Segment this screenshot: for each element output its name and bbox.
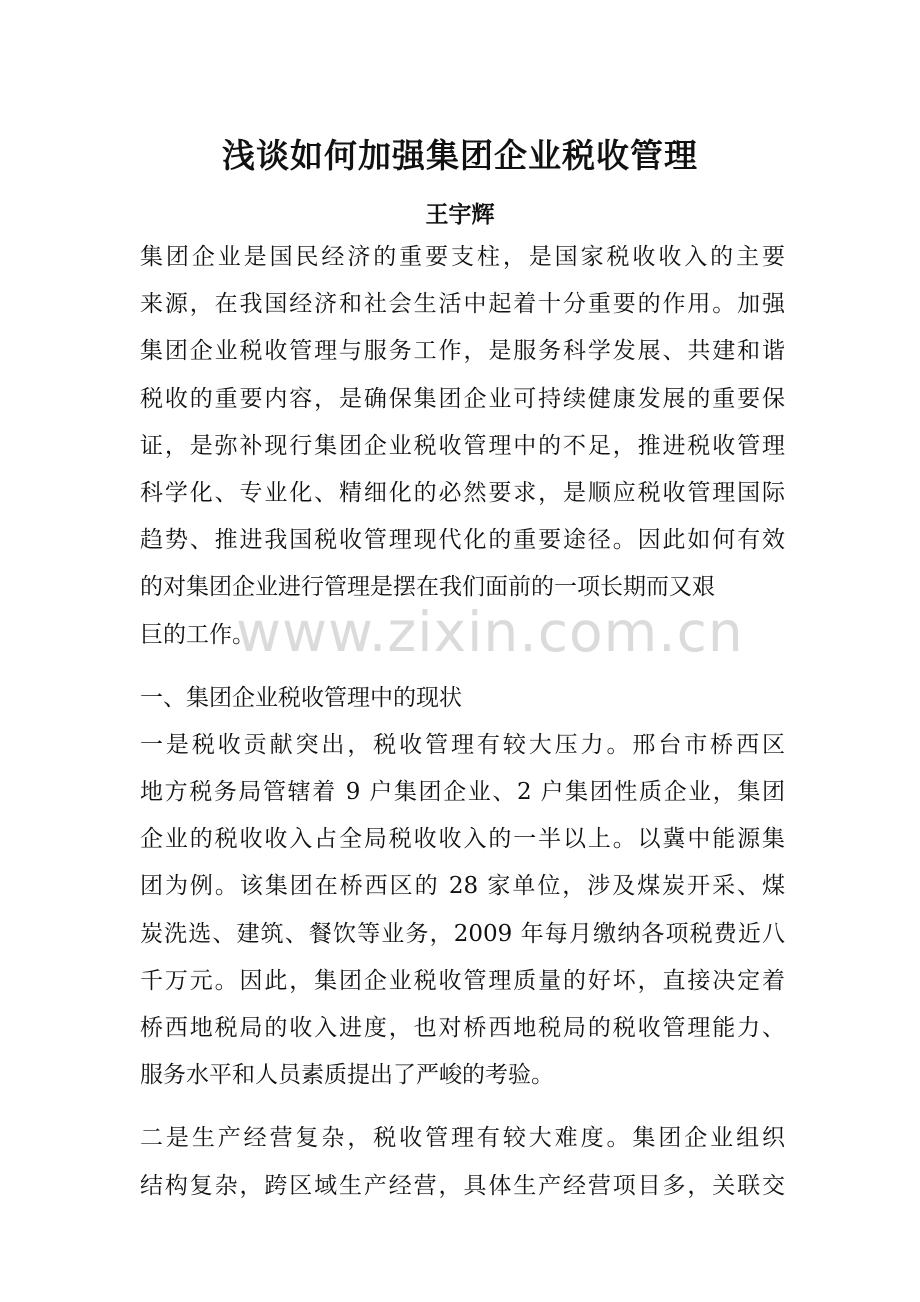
text-line: 结构复杂，跨区域生产经营，具体生产经营项目多，关联交 xyxy=(140,1172,785,1199)
document-title: 浅谈如何加强集团企业税收管理 xyxy=(222,136,698,175)
text-line: 炭洗选、建筑、餐饮等业务，2009 年每月缴纳各项税费近八 xyxy=(140,920,785,947)
text-line: 来源，在我国经济和社会生活中起着十分重要的作用。加强 xyxy=(140,291,785,318)
text-line: 服务水平和人员素质提出了严峻的考验。 xyxy=(140,1062,554,1089)
watermark: www.zixin.com.cn xyxy=(236,600,744,664)
text-line: 一、集团企业税收管理中的现状 xyxy=(140,684,462,711)
text-line: 证，是弥补现行集团企业税收管理中的不足，推进税收管理 xyxy=(140,432,785,459)
text-line: 一是税收贡献突出，税收管理有较大压力。邢台市桥西区 xyxy=(140,731,785,758)
text-line: 桥西地税局的收入进度，也对桥西地税局的税收管理能力、 xyxy=(140,1015,785,1041)
paragraph-intro xyxy=(140,234,785,659)
section-heading xyxy=(140,675,785,722)
text-line: 的对集团企业进行管理是摆在我们面前的一项长期而又艰 xyxy=(140,574,715,601)
text-line: 趋势、推进我国税收管理现代化的重要途径。因此如何有效 xyxy=(140,527,785,554)
text-line: 集团企业是国民经济的重要支柱，是国家税收收入的主要 xyxy=(140,244,785,270)
text-line: 科学化、专业化、精细化的必然要求，是顺应税收管理国际 xyxy=(140,479,785,506)
paragraph-current-status-1 xyxy=(140,722,785,1100)
text-line: 地方税务局管辖着 9 户集团企业、2 户集团性质企业，集团 xyxy=(140,779,785,806)
text-line: 二是生产经营复杂，税收管理有较大难度。集团企业组织 xyxy=(140,1125,785,1152)
text-line: 团为例。该集团在桥西区的 28 家单位，涉及煤炭开采、煤 xyxy=(140,873,785,900)
text-line: 税收的重要内容，是确保集团企业可持续健康发展的重要保 xyxy=(140,385,785,412)
text-line: 企业的税收收入占全局税收收入的一半以上。以冀中能源集 xyxy=(140,826,785,853)
document-author: 王宇辉 xyxy=(425,202,495,228)
document-body xyxy=(140,234,785,1210)
text-line: 巨的工作。 xyxy=(140,621,255,648)
text-line: 千万元。因此，集团企业税收管理质量的好坏，直接决定着 xyxy=(140,967,785,994)
spacer xyxy=(140,659,785,675)
spacer xyxy=(140,1099,785,1115)
paragraph-current-status-2 xyxy=(140,1115,785,1209)
text-line: 集团企业税收管理与服务工作，是服务科学发展、共建和谐 xyxy=(140,338,785,365)
